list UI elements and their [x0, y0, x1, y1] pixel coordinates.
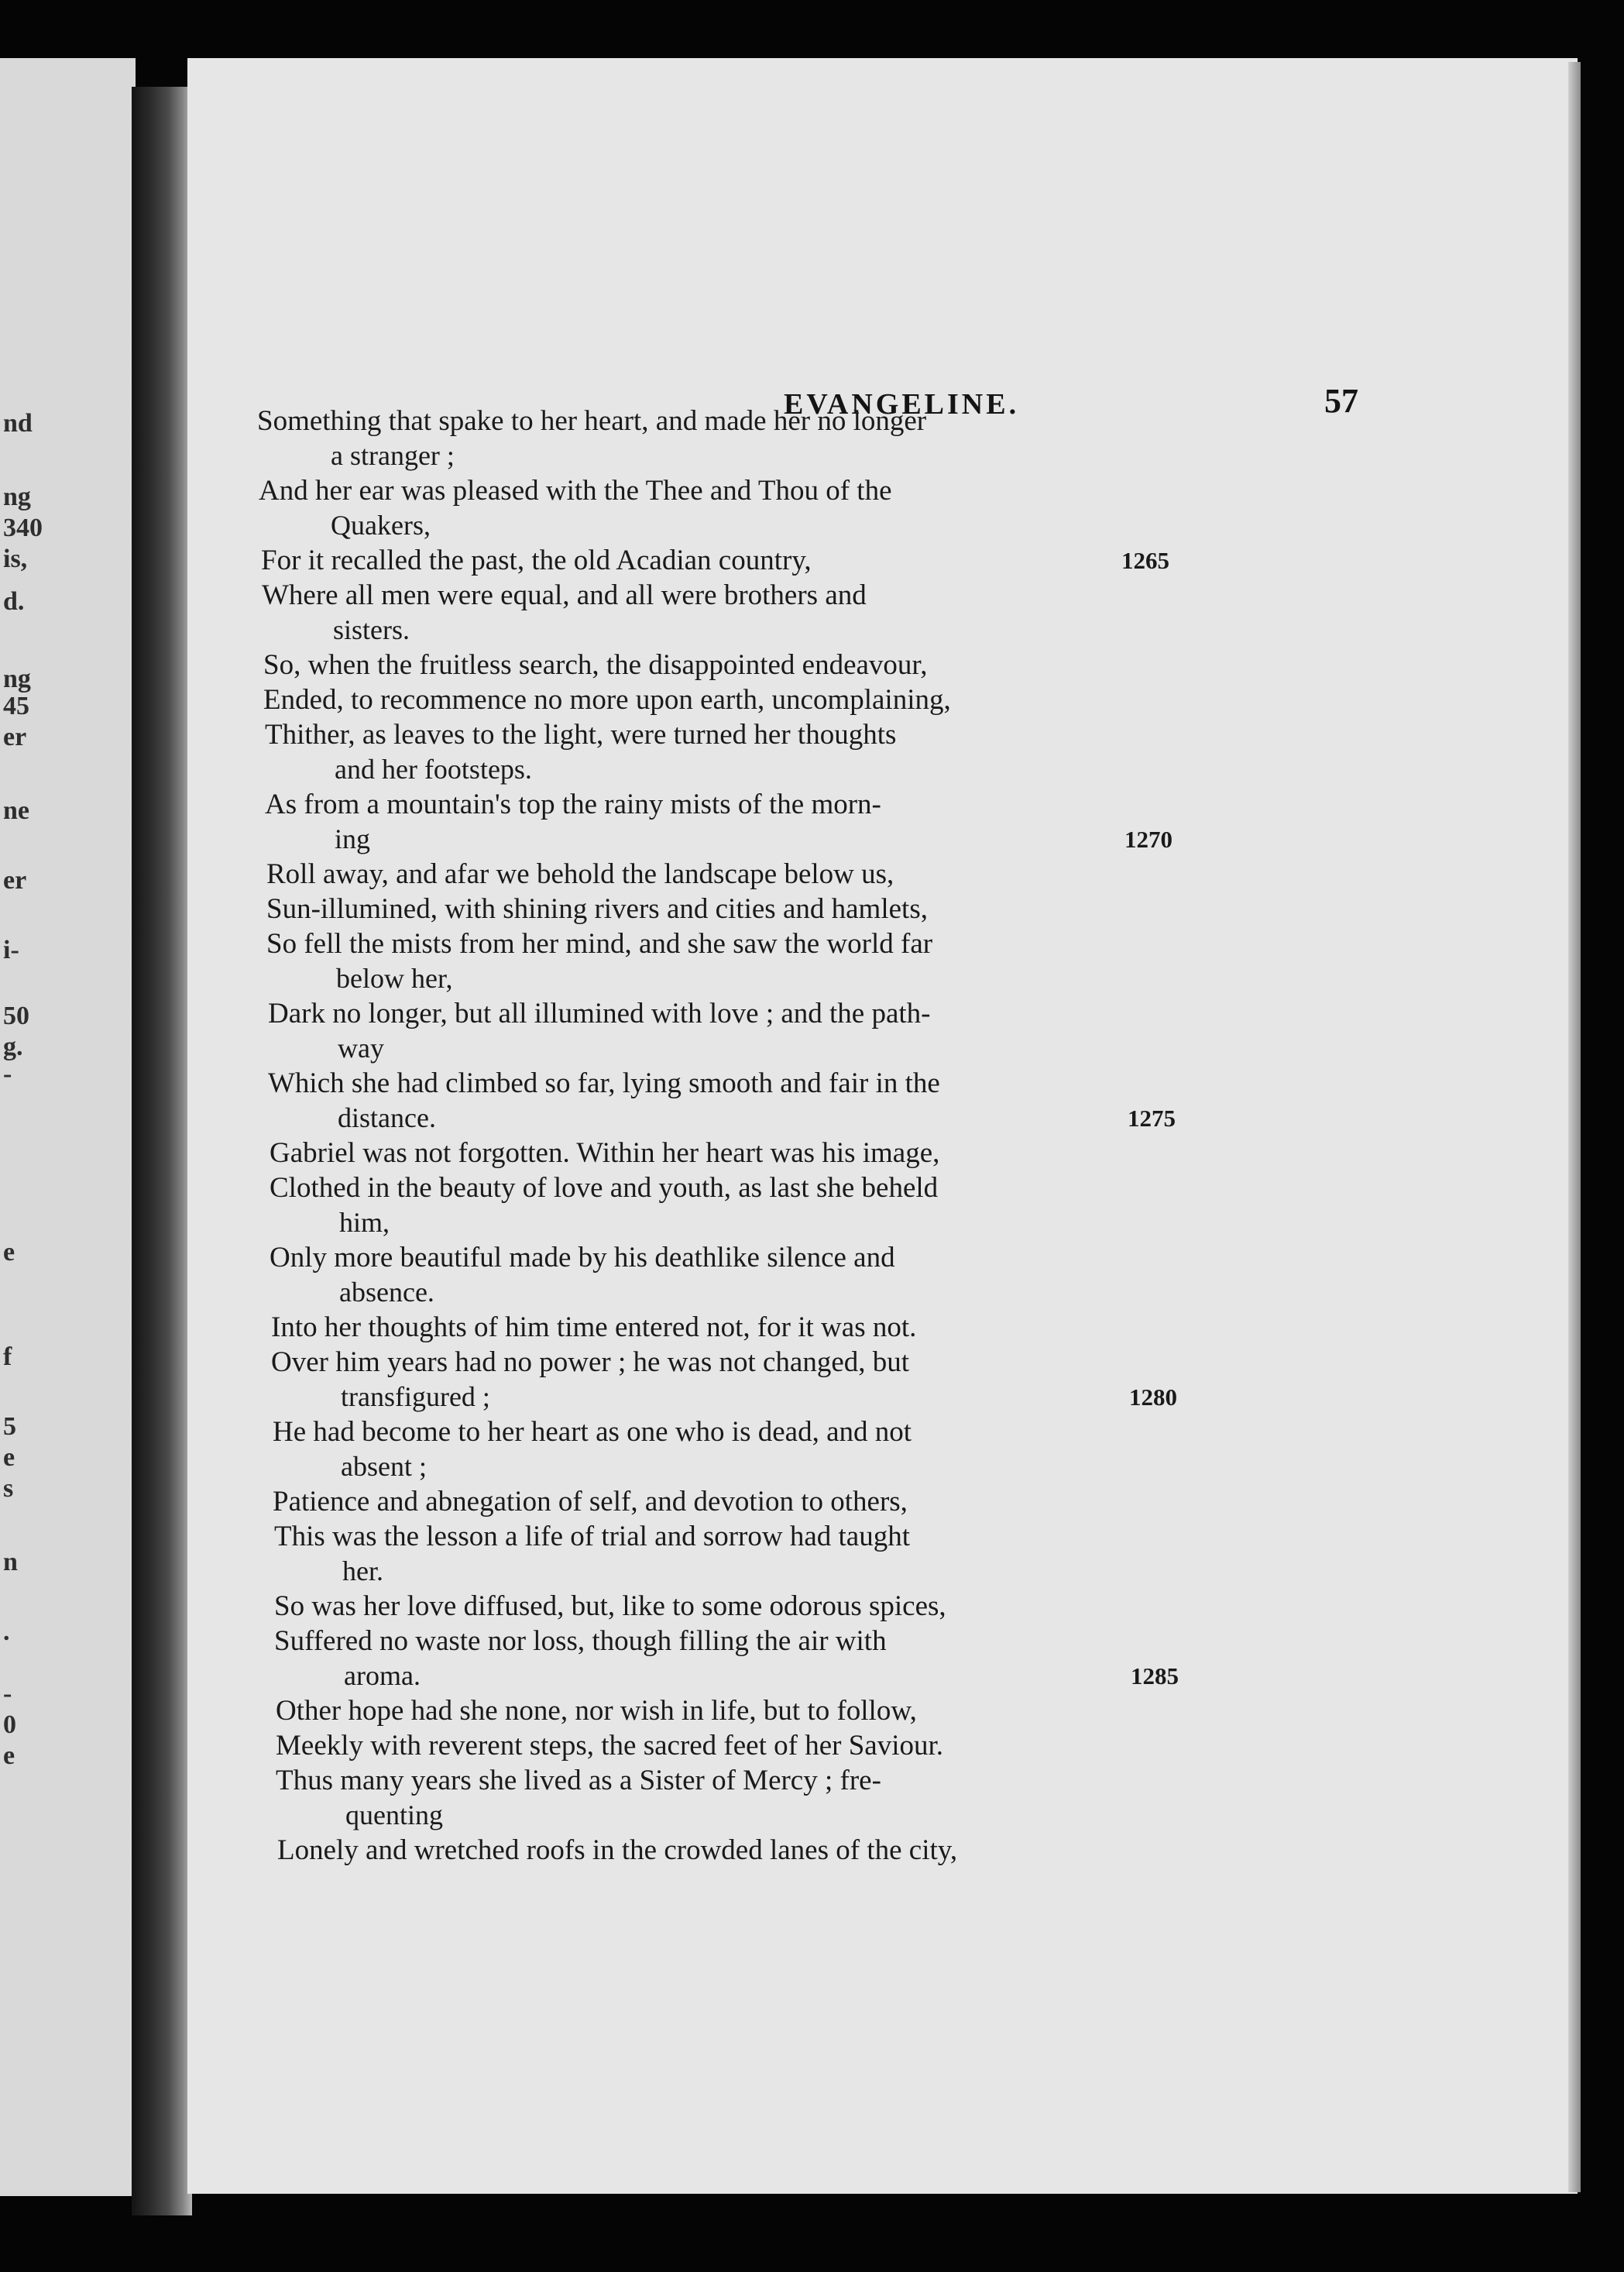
poem-line: Which she had climbed so far, lying smooth and fair in the [268, 1067, 940, 1099]
facing-page-fragment-text: er [3, 866, 27, 895]
poem-text [187, 58, 1578, 2194]
poem-line-continuation: distance. [338, 1102, 436, 1133]
line-number: 1280 [1129, 1383, 1177, 1411]
poem-line-continuation: transfigured ; [341, 1381, 490, 1412]
poem-line-continuation: absence. [339, 1277, 434, 1308]
poem-line: Suffered no waste nor loss, though filling the air with [274, 1625, 887, 1657]
poem-line: Lonely and wretched roofs in the crowded lanes of the city, [277, 1834, 958, 1866]
poem-line-continuation: ing [335, 823, 371, 854]
poem-line: Something that spake to her heart, and made her no longer [257, 405, 927, 437]
facing-page-fragment-text: - [3, 1060, 12, 1088]
facing-page-fragment-text: . [3, 1617, 10, 1646]
facing-page-fragment-text: 45 [3, 692, 29, 720]
poem-line-continuation: him, [339, 1207, 390, 1238]
facing-page-fragment-text: g. [3, 1033, 23, 1061]
facing-page-fragment-text: 340 [3, 514, 43, 542]
poem-line: Roll away, and afar we behold the landscape below us, [266, 858, 894, 890]
facing-page-fragment-text: e [3, 1443, 15, 1472]
poem-line: Ended, to recommence no more upon earth, uncomplaining, [263, 684, 951, 716]
facing-page-fragment-text: e [3, 1238, 15, 1267]
poem-line: Dark no longer, but all illumined with love ; and the path- [268, 998, 931, 1029]
facing-page-fragment-text: er [3, 723, 27, 751]
facing-page-fragment-text: e [3, 1741, 15, 1770]
poem-line: Over him years had no power ; he was not changed, but [271, 1346, 910, 1378]
poem-line: This was the lesson a life of trial and sorrow had taught [274, 1521, 910, 1552]
poem-line: Sun-illumined, with shining rivers and cities and hamlets, [266, 893, 928, 925]
facing-page-fragment-text: ng [3, 665, 31, 693]
facing-page-fragment-text: ne [3, 796, 29, 825]
poem-line: So, when the fruitless search, the disappointed endeavour, [263, 649, 928, 681]
poem-line: Thus many years she lived as a Sister of Mercy ; fre- [276, 1765, 881, 1796]
facing-page-fragment-text: i- [3, 936, 19, 964]
book-page [187, 58, 1578, 2194]
line-number: 1275 [1128, 1105, 1176, 1132]
page-number: 57 [1324, 382, 1358, 420]
poem-line-continuation: Quakers, [331, 510, 431, 541]
poem-line: Patience and abnegation of self, and devotion to others, [273, 1486, 908, 1518]
poem-line: Meekly with reverent steps, the sacred feet of her Saviour. [276, 1730, 944, 1762]
page-edge [1568, 62, 1581, 2192]
poem-line: For it recalled the past, the old Acadian country, [261, 545, 812, 576]
facing-page-fragment [0, 58, 136, 2196]
poem-line: So was her love diffused, but, like to some odorous spices, [274, 1590, 946, 1622]
poem-line: Clothed in the beauty of love and youth, as last she beheld [270, 1172, 939, 1204]
poem-line: As from a mountain's top the rainy mists of the morn- [265, 789, 881, 820]
poem-line: Thither, as leaves to the light, were turned her thoughts [265, 719, 897, 751]
facing-page-fragment-text: is, [3, 545, 28, 573]
running-title: EVANGELINE. [784, 388, 1020, 421]
facing-page-fragment-text: ng [3, 483, 31, 511]
poem-line-continuation: sisters. [333, 614, 410, 645]
facing-page-fragment-text: - [3, 1679, 12, 1708]
facing-page-fragment-text: 5 [3, 1412, 16, 1441]
poem-line-continuation: below her, [336, 963, 453, 994]
poem-line: Into her thoughts of him time entered not, for it was not. [271, 1311, 917, 1343]
facing-page-fragment-text: nd [3, 409, 33, 438]
facing-page-fragment-text: 0 [3, 1710, 16, 1739]
poem-line: Only more beautiful made by his deathlike silence and [270, 1242, 895, 1273]
book-gutter [132, 87, 192, 2215]
poem-line-continuation: her. [342, 1555, 383, 1586]
facing-page-fragment-text: n [3, 1548, 18, 1576]
facing-page-fragment-text: d. [3, 587, 25, 616]
poem-line: Gabriel was not forgotten. Within her heart was his image, [270, 1137, 940, 1169]
poem-line-continuation: absent ; [341, 1451, 427, 1482]
poem-line-continuation: aroma. [344, 1660, 421, 1691]
facing-page-fragment-text: 50 [3, 1002, 29, 1030]
poem-line: So fell the mists from her mind, and she saw the world far [266, 928, 933, 960]
poem-line: And her ear was pleased with the Thee and Thou of the [259, 475, 892, 507]
facing-page-fragment-text: f [3, 1342, 12, 1371]
facing-page-fragment-text: s [3, 1474, 14, 1503]
poem-line: Other hope had she none, nor wish in life, but to follow, [276, 1695, 917, 1727]
line-number: 1285 [1131, 1662, 1179, 1689]
line-number: 1270 [1124, 826, 1173, 853]
poem-line-continuation: a stranger ; [331, 440, 455, 471]
poem-line: Where all men were equal, and all were brothers and [262, 579, 867, 611]
line-number: 1265 [1121, 547, 1169, 574]
poem-line: He had become to her heart as one who is dead, and not [273, 1416, 912, 1448]
poem-line-continuation: quenting [345, 1799, 443, 1830]
poem-line-continuation: and her footsteps. [335, 754, 532, 785]
poem-line-continuation: way [338, 1033, 384, 1064]
